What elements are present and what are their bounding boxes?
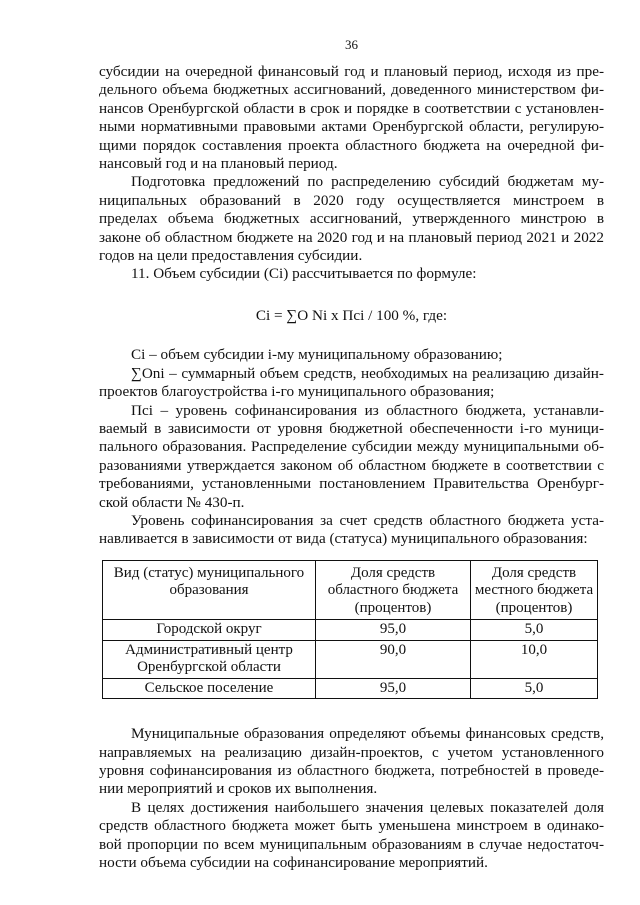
paragraph-cofinancing-level: Уровень софинансирования за счет средств областного бюджета устанавливается в зависимости от вида (статуса) муниципального образования:	[99, 511, 604, 548]
definition-ci: Ci – объем субсидии i-му муниципальному образованию;	[131, 346, 503, 364]
cell-municipality-type: Административный центр Оренбургской области	[103, 640, 316, 678]
header-municipality-type: Вид (статус) муниципального образования	[103, 560, 316, 620]
cell-municipality-type: Сельское поселение	[103, 678, 316, 699]
cell-local-share: 5,0	[471, 678, 598, 699]
paragraph-municipal-volumes: Муниципальные образования определяют объемы финансовых средств, направляемых на реализацию дизайн-проектов, с учетом установленного уровня софинансирования из областного бюджета, потребностей в проведении мероприятий и сроков их выполнения.	[99, 725, 604, 798]
paragraph-preparation: Подготовка предложений по распределению субсидий бюджетам муниципальных образований в 2020 году осуществляется минстроем в пределах объема бюджетных ассигнований, утвержденного минстрою в законе об областном бюджете на 2020 год и на плановый период 2021 и 2022 годов на цели предоставления субсидии.	[99, 173, 604, 265]
cell-regional-share: 90,0	[316, 640, 471, 678]
paragraph-continuation: субсидии на очередной финансовый год и плановый период, исходя из предельного объема бюджетных ассигнований, доведенного министерством финансов Оренбургской области в срок и порядке в соответствии с установленными нормативными правовыми актами Оренбургской области, регулирующими порядок составления проекта областного бюджета на очередной финансовый год и на плановый период.	[99, 63, 604, 173]
paragraph-share-reduction: В целях достижения наибольшего значения целевых показателей доля средств областного бюджета может быть уменьшена минстроем в одинаковой пропорции по всем муниципальным образованиям в случае недостаточности объема субсидии на софинансирование мероприятий.	[99, 798, 604, 872]
subsidy-formula: Ci = ∑О Ni х Пci / 100 %, где:	[255, 306, 448, 324]
cell-local-share: 5,0	[471, 620, 598, 641]
table-row	[103, 640, 598, 678]
table-header-row	[103, 560, 598, 620]
cell-municipality-type: Городской округ	[103, 620, 316, 641]
table-row	[103, 678, 598, 699]
document-page	[99, 37, 604, 873]
header-local-share: Доля средств местного бюджета (процентов)	[471, 560, 598, 620]
cell-local-share: 10,0	[471, 640, 598, 678]
definition-sum-oni: ∑Оni – суммарный объем средств, необходимых на реализацию дизайн-проектов благоустройства i-го муниципального образования;	[99, 364, 604, 401]
cell-regional-share: 95,0	[316, 678, 471, 699]
page-number: 36	[345, 37, 358, 52]
header-regional-share: Доля средств областного бюджета (процентов)	[316, 560, 471, 620]
paragraph-formula-intro: 11. Объем субсидии (Ci) рассчитывается по формуле:	[131, 265, 477, 283]
cell-regional-share: 95,0	[316, 620, 471, 641]
definition-pci: Пci – уровень софинансирования из областного бюджета, устанавливаемый в зависимости от уровня бюджетной обеспеченности i-го муниципального образования. Распределение субсидии между муниципальными образованиями утверждается законом об областном бюджете в соответствии с требованиями, установленными постановлением Правительства Оренбургской области № 430-п.	[99, 401, 604, 511]
table-row	[103, 620, 598, 641]
cofinancing-table	[102, 560, 598, 700]
